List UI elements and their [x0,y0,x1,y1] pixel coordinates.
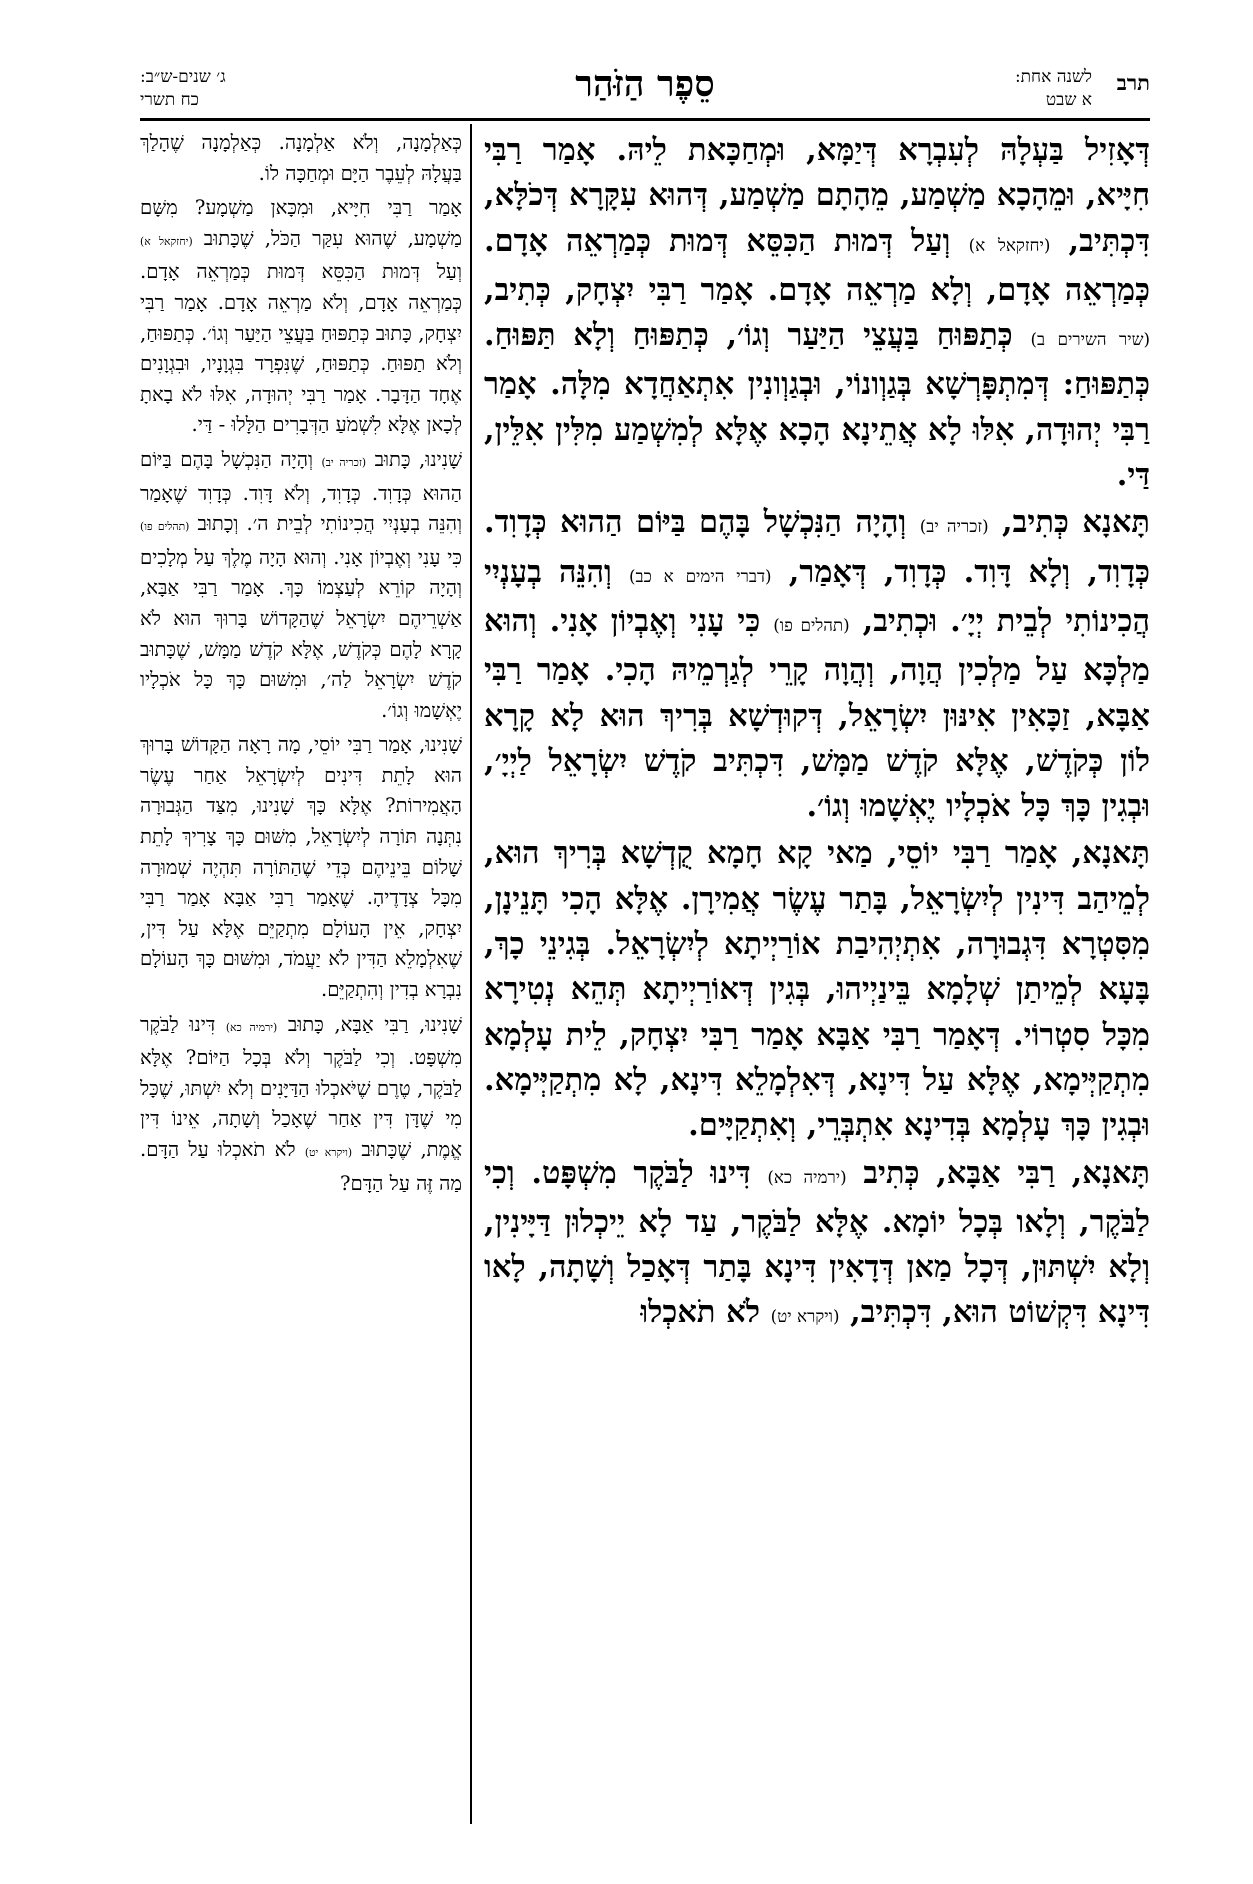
source-reference: (ירמיה כא) [225,1020,278,1034]
text-segment: לֹא תֹאכְלוּ [640,1294,771,1331]
text-segment: דִּינוּ לַבֹּקֶר מִשְׁפָּט. וְכִי לַבֹּקֶר וְלֹא בְּכָל הַיּוֹם? אֶלָּא לַבֹּקֶר, טֶרֶם שֶׁיֹּאכְלוּ הַדַּיָּנִים וְלֹא יִשְׁתּוּ, שֶׁכָּל מִי שֶׁדָּן דִּין אַחַר שֶׁאָכַל וְשָׁתָה, אֵינוֹ דִּין אֱמֶת, שֶׁכָּתוּב [140,1012,462,1161]
aramaic-paragraph [484,500,1150,829]
source-reference: (יחזקאל א) [968,234,1051,255]
text-segment: כִּי עָנִי וְאֶבְיוֹן אָנִי. וְהוּא מַלְכָּא עַל מַלְכִין הֲוָה, וְהֲוָה קָרֵי לְגַרְמֵיהּ הָכִי. אָמַר רַבִּי אַבָּא, זַכָּאִין אִינּוּן יִשְׂרָאֵל, דְּקוּדְשָׁא בְּרִיךְ הוּא לָא קָרָא לוֹן כְּקֹדֶשׁ, אֶלָּא קֹדֶשׁ מַמָּשׁ, דִּכְתִּיב קֹדֶשׁ יִשְׂרָאֵל לַיְיָ׳, וּבְגִין כָּךְ כָּל אֹכְלָיו יֶאְשָׁמוּ וְגוֹ׳. [484,602,1150,825]
book-title: סֵפֶר הַזֹּהַר [575,63,715,105]
text-segment: תָּאנָא כְּתִיב, [988,504,1150,541]
text-segment: דְּאָזִיל בַּעְלָהּ לְעִבְרָא דְּיַמָּא, וּמְחַכָּאת לֵיהּ. אָמַר רַבִּי חִיָּיא, וּמֵהָכָא מַשְׁמַע, מֵהָתָם מַשְׁמַע, דְּהוּא עִקָּרָא דְּכֹלָּא, דִּכְתִּיב, [484,132,1150,259]
text-segment: שָׁנִינוּ, רַבִּי אַבָּא, כָּתוּב [277,1012,462,1036]
range-line-1: ג׳ שנים-ש״ב: [140,67,226,87]
source-reference: (תהלים פו) [773,614,850,635]
text-segment: דִּינוּ לַבֹּקֶר מִשְׁפָּט. וְכִי לַבֹּקֶר, וְלָאו בְּכָל יוֹמָא. אֶלָּא לַבֹּקֶר, עַד לָא יֵיכְלוּן דַּיָּינִין, וְלָא יִשְׁתּוּן, דְּכָל מַאן דְּדָאִין דִּינָא בָּתַר דְּאָכַל וְשָׁתָה, לָאו דִּינָא דִּקְשׁוֹט הוּא, דִּכְתִּיב, [484,1154,1150,1331]
text-segment: וְהָיָה הַנִּכְשָׁל בָּהֶם בַּיּוֹם הַהוּא כְּדָוִד. כְּדָוִד, וְלֹא דָּוִד. כְּדָוִד שֶׁאָמַר וְהִנֵּה בְעָנְיִי הֲכִינוֹתִי לְבֵית ה׳. וְכָתוּב [140,447,462,536]
hebrew-paragraph [140,128,462,189]
text-segment: כְּתַפּוּחַ בַּעֲצֵי הַיַּעַר וְגוֹ׳, כְּתַפּוּחַ וְלָא תַּפּוּחַ. כְּתַפּוּחַ: דְּמִתְפָּרְשָׁא בְּגַוְונוֹי, וּבְגַוְונִין אִתְאַחֲדָא מִלָּה. אָמַר רַבִּי יְהוּדָה, אִלּוּ לָא אֲתֵינָא הָכָא אֶלָּא לְמִשְׁמַע מִלִּין אִלֵּין, דַּי. [484,317,1150,494]
text-segment: תָּאנָא, רַבִּי אַבָּא, כְּתִיב [846,1154,1150,1191]
text-segment: תָּאנָא, אָמַר רַבִּי יוֹסֵי, מַאי קָא חָמָא קֻדְשָׁא בְּרִיךְ הוּא, לְמֵיהַב דִּינִין לְיִשְׂרָאֵל, בָּתַר עֶשֶׂר אֲמִירָן. אֶלָּא הָכִי תָּנֵינָן, מִסִּטְרָא דִּגְבוּרָה, אִתְיְהִיבַת אוֹרַיְיתָא לְיִשְׂרָאֵל. בְּגִינֵי כָךְ, בָּעָא לְמֵיתַן שְׁלָמָא בֵּינַיְיהוּ, בְּגִין דְּאוֹרַיְיתָא תְּהֵא נְטִירָא מִכָּל סִטְרוֹי. דְּאָמַר רַבִּי אַבָּא אָמַר רַבִּי יִצְחָק, לֵית עָלְמָא מִתְקַיְּימָא, אֶלָּא עַל דִּינָא, דְּאִלְמָלֵא דִּינָא, לָא מִתְקַיְּימָא. וּבְגִין כָּךְ עָלְמָא בְּדִינָא אִתְבְּרֵי, וְאִתְקַיָּים. [484,835,1150,1144]
hebrew-paragraph [140,445,462,726]
text-segment: אָמַר רַבִּי חִיָּיא, וּמִכָּאן מַשְׁמָע? מִשָּׁם מַשְׁמָע, שֶׁהוּא עִקַּר הַכֹּל, שֶׁכָּתוּב [140,196,462,250]
text-segment: שָׁנִינוּ, אָמַר רַבִּי יוֹסֵי, מָה רָאָה הַקָּדוֹשׁ בָּרוּךְ הוּא לָתֵת דִּינִים לְיִשְׂרָאֵל אַחַר עֶשֶׂר הָאֲמִירוֹת? אֶלָּא כָּךְ שָׁנִינוּ, מִצַּד הַגְּבוּרָה נִתְּנָה תּוֹרָה לְיִשְׂרָאֵל, מִשּׁוּם כָּךְ צָרִיךְ לָתֵת שָׁלוֹם בֵּינֵיהֶם כְּדֵי שֶׁהַתּוֹרָה תִּהְיֶה שְׁמוּרָה מִכָּל צְדָדֶיהָ. שֶׁאָמַר רַבִּי אַבָּא אָמַר רַבִּי יִצְחָק, אֵין הָעוֹלָם מִתְקַיֵּם אֶלָּא עַל דִּין, שֶׁאִלְמָלֵא הַדִּין לֹא יַעֲמֹד, וּמִשּׁוּם כָּךְ הָעוֹלָם נִבְרָא בְדִין וְהִתְקַיֵּם. [140,733,462,1002]
hebrew-paragraph [140,193,462,441]
calendar-line-1: לשנה אחת: [1014,67,1092,87]
source-reference: (ויקרא יט) [770,1306,840,1327]
text-segment: שָׁנִינוּ, כָּתוּב [366,447,462,471]
text-segment: וְעַל דְּמוּת הַכִּסֵּא דְּמוּת כְּמַרְאֵה אָדָם. כְּמַרְאֵה אָדָם, וְלֹא מַרְאֵה אָדָם. אָמַר רַבִּי יִצְחָק, כָּתוּב כְּתַפּוּחַ בַּעֲצֵי הַיַּעַר וְגוֹ׳. כְּתַפּוּחַ, וְלֹא תַפּוּחַ. כְּתַפּוּחַ, שֶׁנִּפְרָד בִּגְוָנָיו, וּבִגְוָנִים אֶחָד הַדָּבָר. אָמַר רַבִּי יְהוּדָה, אִלּוּ לֹא בָאתָ לְכָאן אֶלָּא לִשְׁמֹעַ הַדְּבָרִים הַלָּלוּ - דַּי. [140,260,462,437]
text-segment: כְּאַלְמָנָה, וְלֹא אַלְמָנָה. כְּאַלְמָנָה שֶׁהָלַךְ בַּעֲלָהּ לְעֵבֶר הַיָּם וּמְחַכָּה לוֹ. [140,131,462,185]
source-reference: (זכריה יב) [919,516,989,537]
hebrew-paragraph [140,730,462,1005]
calendar-line-2: א שבט [1045,90,1092,110]
text-segment: וְעַל דְּמוּת הַכִּסֵּא דְּמוּת כְּמַרְאֵה אָדָם. כְּמַרְאֵה אָדָם, וְלָא מַרְאֵה אָדָם. אָמַר רַבִּי יִצְחָק, כְּתִיב, [484,222,1150,308]
source-reference: (דברי הימים א כב) [628,565,772,586]
header-rule [140,118,1150,121]
source-reference: (ירמיה כא) [767,1166,847,1187]
source-reference: (ויקרא יט) [304,1146,353,1159]
text-segment: וְהָיָה הַנִּכְשָׁל בָּהֶם בַּיּוֹם הַהוּא כְּדָוִד. כְּדָוִד, וְלָא דָּוִד. כְּדָוִד, דְּאָמַר, [484,504,1150,590]
study-range [140,66,226,112]
range-line-2: כח תשרי [140,90,199,110]
source-reference: (יחזקאל א) [140,234,193,248]
text-segment: לֹא תֹאכְלוּ עַל הַדָּם. מַה זֶּה עַל הַדָּם? [140,1138,462,1195]
source-reference: (שיר השירים ב) [1030,329,1150,350]
aramaic-paragraph [484,128,1150,498]
source-reference: (זכריה יב) [321,455,367,469]
aramaic-paragraph [484,831,1150,1148]
text-segment: כִּי עָנִי וְאֶבְיוֹן אָנִי. וְהוּא הָיָה מֶלֶךְ עַל מְלָכִים וְהָיָה קוֹרֵא לְעַצְמוֹ כָּךְ. אָמַר רַבִּי אַבָּא, אַשְׁרֵיהֶם יִשְׂרָאֵל שֶׁהַקָּדוֹשׁ בָּרוּךְ הוּא לֹא קָרָא לָהֶם כְּקֹדֶשׁ, אֶלָּא קֹדֶשׁ מַמָּשׁ, שֶׁכָּתוּב קֹדֶשׁ יִשְׂרָאֵל לַה׳, וּמִשּׁוּם כָּךְ כָּל אֹכְלָיו יֶאְשָׁמוּ וְגוֹ׳. [140,545,462,722]
column-divider [470,124,472,1824]
text-segment: וְהִנֵּה בְעָנְיִי הֲכִינוֹתִי לְבֵית יְיָ׳. וּכְתִיב, [484,553,1150,639]
page-number: תרב [1116,70,1150,95]
aramaic-column [484,128,1150,1828]
source-reference: (תהלים פו) [140,520,190,534]
aramaic-paragraph [484,1151,1150,1340]
hebrew-translation-column [140,128,462,1828]
hebrew-paragraph [140,1010,462,1200]
page-header [140,62,1150,114]
